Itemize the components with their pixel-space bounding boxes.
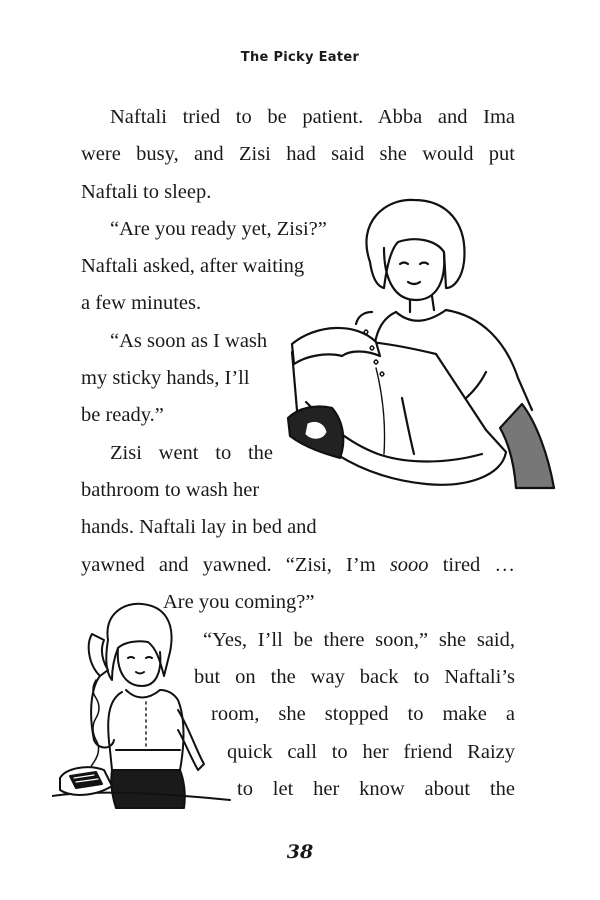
- text-line: Naftali asked, after waiting: [81, 255, 305, 277]
- text-line: a few minutes.: [81, 292, 202, 314]
- text-line: [81, 552, 515, 578]
- running-header: The Picky Eater: [240, 50, 360, 65]
- text-line: Naftali to sleep.: [81, 181, 212, 203]
- page-number: 38: [286, 841, 314, 863]
- text-segment: yawned and yawned. “Zisi, I’m: [81, 554, 390, 576]
- text-line: but on the way back to Naftali’s: [194, 666, 515, 688]
- text-line: “Are you ready yet, Zisi?”: [110, 218, 327, 240]
- text-line: be ready.”: [81, 404, 164, 426]
- text-line: “Yes, I’ll be there soon,” she said,: [203, 629, 515, 651]
- text-line: to let her know about the: [237, 778, 515, 800]
- text-line: “As soon as I wash: [110, 330, 268, 352]
- text-line: Zisi went to the: [110, 442, 273, 464]
- text-line: my sticky hands, I’ll: [81, 367, 250, 389]
- text-line: hands. Naftali lay in bed and: [81, 516, 317, 538]
- text-line: quick call to her friend Raizy: [227, 741, 515, 763]
- text-line: room, she stopped to make a: [211, 703, 515, 725]
- text-line: Naftali tried to be patient. Abba and Ima: [110, 106, 515, 128]
- emphasis-word: sooo: [389, 554, 429, 576]
- text-line: were busy, and Zisi had said she would put: [81, 143, 515, 165]
- text-line: bathroom to wash her: [81, 479, 260, 501]
- text-line: Are you coming?”: [163, 591, 315, 613]
- text-segment: tired …: [428, 554, 515, 576]
